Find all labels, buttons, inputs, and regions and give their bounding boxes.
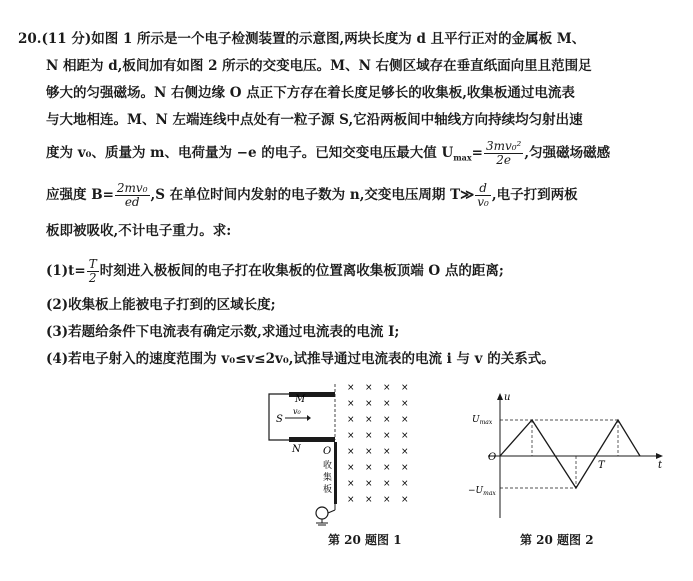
field-cross-mark: × bbox=[401, 399, 409, 409]
voltage-triangle-wave bbox=[500, 420, 640, 488]
field-cross-mark: × bbox=[383, 447, 391, 457]
field-cross-mark: × bbox=[401, 415, 409, 425]
field-cross-mark: × bbox=[401, 479, 409, 489]
collector-plate bbox=[334, 442, 337, 504]
umax-fraction bbox=[484, 140, 523, 167]
u-axis-label: u bbox=[504, 392, 511, 403]
field-cross-mark: × bbox=[365, 495, 373, 505]
field-cross-mark: × bbox=[383, 399, 391, 409]
field-cross-mark: × bbox=[401, 495, 409, 505]
field-cross-mark: × bbox=[347, 431, 355, 441]
field-cross-mark: × bbox=[383, 415, 391, 425]
umax-denominator: 2e bbox=[496, 153, 512, 167]
field-cross-mark: × bbox=[365, 431, 373, 441]
problem-line-6 bbox=[46, 182, 578, 209]
field-cross-mark: × bbox=[365, 383, 373, 393]
field-cross-mark: × bbox=[383, 495, 391, 505]
figure-1-caption: 第 20 题图 1 bbox=[328, 533, 402, 547]
neg-umax-label-main: −U bbox=[468, 486, 484, 496]
t-axis-arrow-icon bbox=[656, 453, 663, 459]
question-4: (4)若电子射入的速度范围为 v₀≤v≤2v₀,试推导通过电流表的电流 i 与 v 的关系式。 bbox=[46, 351, 555, 367]
q1-text-b: 时刻进入极板间的电子打在收集板的位置离收集板顶端 O 点的距离; bbox=[99, 263, 504, 279]
collector-char-3: 板 bbox=[323, 485, 333, 495]
period-numerator: d bbox=[475, 182, 491, 196]
problem-line-1: 20.(11 分)如图 1 所示是一个电子检测装置的示意图,两块长度为 d 且平行正对的金属板 M、 bbox=[18, 31, 586, 47]
label-v0: v₀ bbox=[293, 407, 301, 416]
period-label: T bbox=[598, 460, 605, 471]
problem-line-7: 板即被吸收,不计电子重力。求: bbox=[46, 223, 232, 239]
field-cross-mark: × bbox=[365, 415, 373, 425]
plate-n bbox=[289, 437, 335, 442]
field-cross-mark: × bbox=[365, 399, 373, 409]
field-cross-mark: × bbox=[401, 447, 409, 457]
ammeter-icon bbox=[316, 507, 328, 519]
problem-line-2: N 相距为 d,板间加有如图 2 所示的交变电压。M、N 右侧区域存在垂直纸面向里且范围足 bbox=[46, 58, 592, 74]
velocity-arrowhead bbox=[307, 415, 311, 421]
problem-line-3: 够大的匀强磁场。N 右侧边缘 O 点正下方存在着长度足够长的收集板,收集板通过电流表 bbox=[46, 85, 575, 101]
problem-line-5 bbox=[46, 140, 610, 167]
field-cross-mark: × bbox=[365, 447, 373, 457]
line6-text-c: ,电子打到两板 bbox=[491, 187, 578, 203]
b-numerator: 2mv₀ bbox=[116, 181, 148, 195]
line5-equals: = bbox=[471, 145, 483, 161]
magnetic-field-marks bbox=[347, 383, 409, 505]
umax-label bbox=[472, 415, 493, 426]
q1-fraction bbox=[87, 258, 99, 285]
field-cross-mark: × bbox=[383, 463, 391, 473]
period-fraction bbox=[475, 182, 491, 209]
problem-line-4: 与大地相连。M、N 左端连线中点处有一粒子源 S,它沿两板间中轴线方向持续均匀射出速 bbox=[46, 112, 583, 128]
line6-text-b: ,S 在单位时间内发射的电子数为 n,交变电压周期 T≫ bbox=[150, 187, 475, 203]
question-1 bbox=[46, 258, 504, 285]
ammeter-lead bbox=[328, 510, 335, 513]
question-3: (3)若题给条件下电流表有确定示数,求通过电流表的电流 I; bbox=[46, 324, 400, 340]
field-cross-mark: × bbox=[347, 495, 355, 505]
q1-text-a: (1)t= bbox=[46, 263, 86, 279]
figure-2-caption: 第 20 题图 2 bbox=[520, 533, 594, 547]
neg-umax-label bbox=[468, 486, 496, 497]
field-cross-mark: × bbox=[365, 479, 373, 489]
field-cross-mark: × bbox=[347, 383, 355, 393]
umax-label-main: U bbox=[472, 415, 480, 425]
field-cross-mark: × bbox=[383, 431, 391, 441]
b-denominator: ed bbox=[124, 195, 140, 209]
field-cross-mark: × bbox=[401, 463, 409, 473]
figure-1-device-diagram bbox=[255, 382, 430, 527]
collector-char-2: 集 bbox=[323, 473, 333, 483]
field-cross-mark: × bbox=[401, 431, 409, 441]
label-m: M bbox=[295, 394, 306, 405]
umax-subscript: max bbox=[453, 152, 472, 163]
label-source-s: S bbox=[276, 414, 283, 425]
field-cross-mark: × bbox=[383, 383, 391, 393]
field-cross-mark: × bbox=[401, 383, 409, 393]
period-denominator: v₀ bbox=[477, 195, 489, 209]
line5-text-a: 度为 v₀、质量为 m、电荷量为 −e 的电子。已知交变电压最大值 U bbox=[46, 145, 454, 161]
collector-char-1: 收 bbox=[323, 461, 333, 471]
label-o: O bbox=[323, 446, 332, 457]
u-axis-arrow-icon bbox=[497, 393, 503, 400]
figure-2-voltage-graph bbox=[468, 390, 673, 525]
neg-umax-label-sub: max bbox=[483, 490, 496, 497]
line6-text-a: 应强度 B= bbox=[46, 187, 114, 203]
q1-denominator: 2 bbox=[88, 271, 97, 285]
field-cross-mark: × bbox=[365, 463, 373, 473]
b-fraction bbox=[115, 182, 150, 209]
field-cross-mark: × bbox=[347, 463, 355, 473]
field-cross-mark: × bbox=[347, 415, 355, 425]
question-2: (2)收集板上能被电子打到的区域长度; bbox=[46, 297, 276, 313]
field-cross-mark: × bbox=[347, 479, 355, 489]
line5-text-b: ,匀强磁场磁感 bbox=[524, 145, 611, 161]
umax-label-sub: max bbox=[479, 419, 493, 426]
field-cross-mark: × bbox=[347, 447, 355, 457]
label-n: N bbox=[292, 444, 301, 455]
field-cross-mark: × bbox=[347, 399, 355, 409]
q1-numerator: T bbox=[88, 257, 97, 271]
field-cross-mark: × bbox=[383, 479, 391, 489]
t-axis-label: t bbox=[658, 460, 663, 471]
origin-label: O bbox=[488, 452, 497, 463]
umax-numerator: 3mv₀² bbox=[485, 139, 522, 153]
